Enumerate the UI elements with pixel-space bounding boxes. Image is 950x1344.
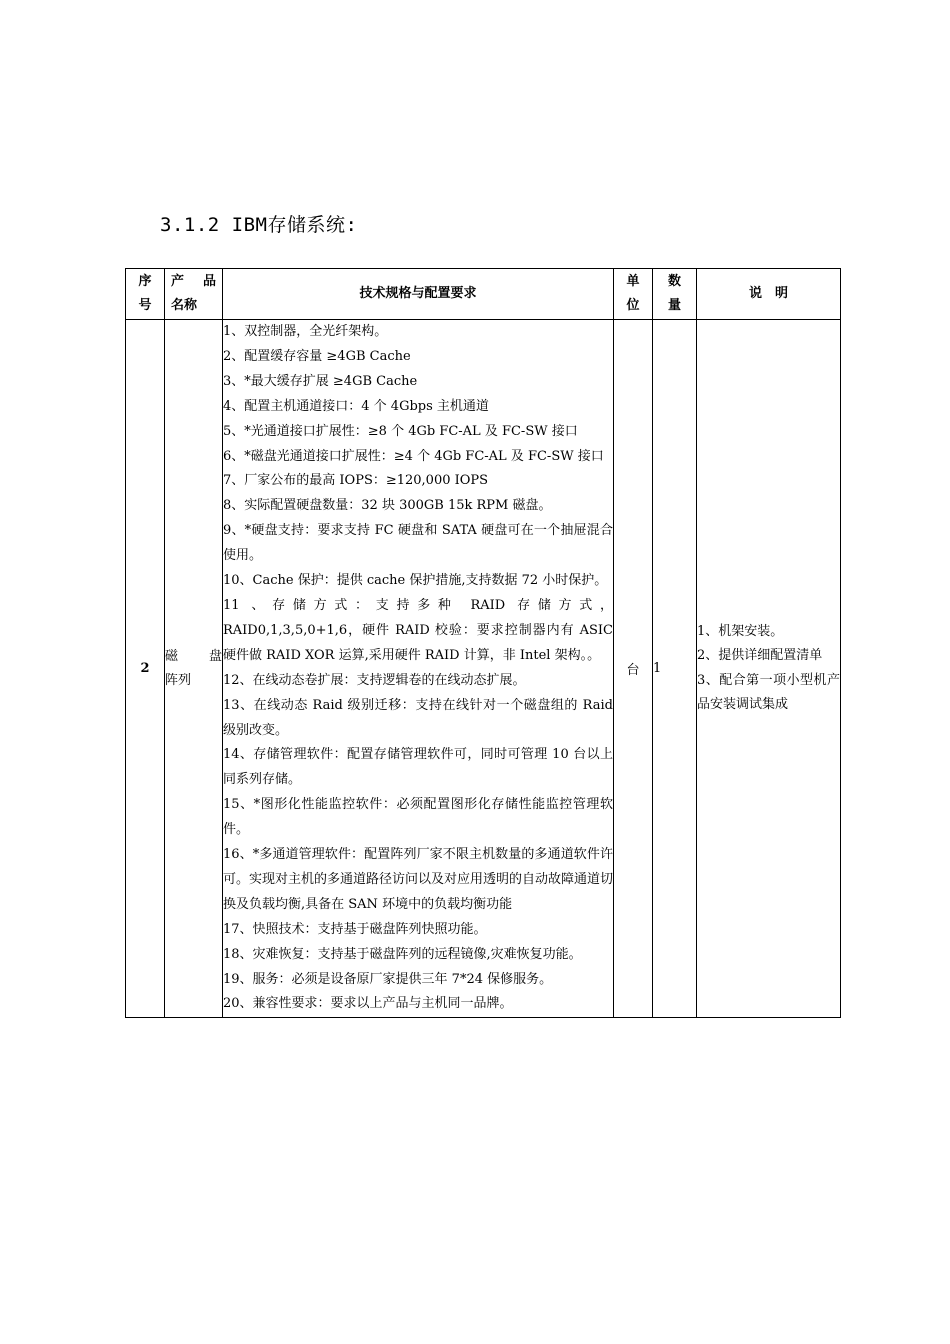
header-seq: 序号 bbox=[126, 269, 165, 320]
spec-item: 4、配置主机通道接口：4 个 4Gbps 主机通道 bbox=[223, 398, 489, 414]
spec-list bbox=[223, 320, 613, 1017]
spec-item: 9、*硬盘支持：要求支持 FC 硬盘和 SATA 硬盘可在一个抽屉混合使用。 bbox=[223, 523, 613, 564]
table-header-row bbox=[126, 269, 841, 320]
cell-spec bbox=[223, 320, 614, 1018]
spec-item: 10、Cache 保护：提供 cache 保护措施,支持数据 72 小时保护。 bbox=[223, 573, 608, 589]
cell-quantity: 1 bbox=[653, 320, 697, 1018]
spec-table bbox=[125, 268, 841, 1018]
spec-item: 16、*多通道管理软件：配置阵列厂家不限主机数量的多通道软件许可。实现对主机的多通道路径访问以及对应用透明的自动故障通道切换及负载均衡,具备在 SAN 环境中的负载均衡功能 bbox=[223, 847, 614, 912]
cell-seq: 2 bbox=[126, 320, 165, 1018]
spec-item: 7、厂家公布的最高 IOPS：≥120,000 IOPS bbox=[223, 473, 489, 489]
spec-item: 20、兼容性要求：要求以上产品与主机同一品牌。 bbox=[223, 996, 513, 1012]
note-item: 2、提供详细配置清单 bbox=[697, 648, 823, 664]
spec-item: 2、配置缓存容量 ≥4GB Cache bbox=[223, 348, 411, 364]
spec-item: 15、*图形化性能监控软件：必须配置图形化存储性能监控管理软件。 bbox=[223, 797, 613, 838]
spec-item: 8、实际配置硬盘数量：32 块 300GB 15k RPM 磁盘。 bbox=[223, 498, 552, 514]
section-title: 3.1.2 IBM存储系统: bbox=[160, 214, 358, 236]
spec-item: 3、*最大缓存扩展 ≥4GB Cache bbox=[223, 373, 418, 389]
spec-item: 19、服务：必须是设备原厂家提供三年 7*24 保修服务。 bbox=[223, 971, 553, 987]
header-qty: 数量 bbox=[653, 269, 697, 320]
cell-product-name: 磁 盘 阵列 bbox=[165, 320, 223, 1018]
note-item: 1、机架安装。 bbox=[697, 623, 784, 639]
table-row bbox=[126, 320, 841, 1018]
spec-item: 5、*光通道接口扩展性：≥8 个 4Gb FC-AL 及 FC-SW 接口 bbox=[223, 423, 578, 439]
spec-item: 12、在线动态卷扩展：支持逻辑卷的在线动态扩展。 bbox=[223, 672, 526, 688]
spec-item: 17、快照技术：支持基于磁盘阵列快照功能。 bbox=[223, 921, 487, 937]
spec-item: 11 、存储方式：支持多种 RAID 存储方式，RAID0,1,3,5,0+1,6，硬件 RAID 校验：要求控制器内有 ASIC 硬件做 RAID XOR 运算,采用硬件 RAID 计算，非 Intel 架构。。 bbox=[223, 597, 613, 663]
cell-unit: 台 bbox=[614, 320, 653, 1018]
header-note: 说 明 bbox=[697, 269, 841, 320]
header-spec: 技术规格与配置要求 bbox=[223, 269, 614, 320]
cell-note bbox=[697, 320, 841, 1018]
note-list bbox=[697, 620, 840, 718]
spec-item: 6、*磁盘光通道接口扩展性：≥4 个 4Gb FC-AL 及 FC-SW 接口 bbox=[223, 448, 604, 464]
spec-item: 14、存储管理软件：配置存储管理软件可，同时可管理 10 台以上同系列存储。 bbox=[223, 747, 613, 788]
spec-item: 18、灾难恢复：支持基于磁盘阵列的远程镜像,灾难恢复功能。 bbox=[223, 946, 582, 962]
header-name: 产 品 名称 bbox=[165, 269, 223, 320]
note-item: 3、配合第一项小型机产品安装调试集成 bbox=[697, 672, 840, 713]
header-unit: 单位 bbox=[614, 269, 653, 320]
spec-item: 1、双控制器，全光纤架构。 bbox=[223, 324, 388, 339]
spec-item: 13、在线动态 Raid 级别迁移：支持在线针对一个磁盘组的 Raid 级别改变。 bbox=[223, 697, 613, 738]
